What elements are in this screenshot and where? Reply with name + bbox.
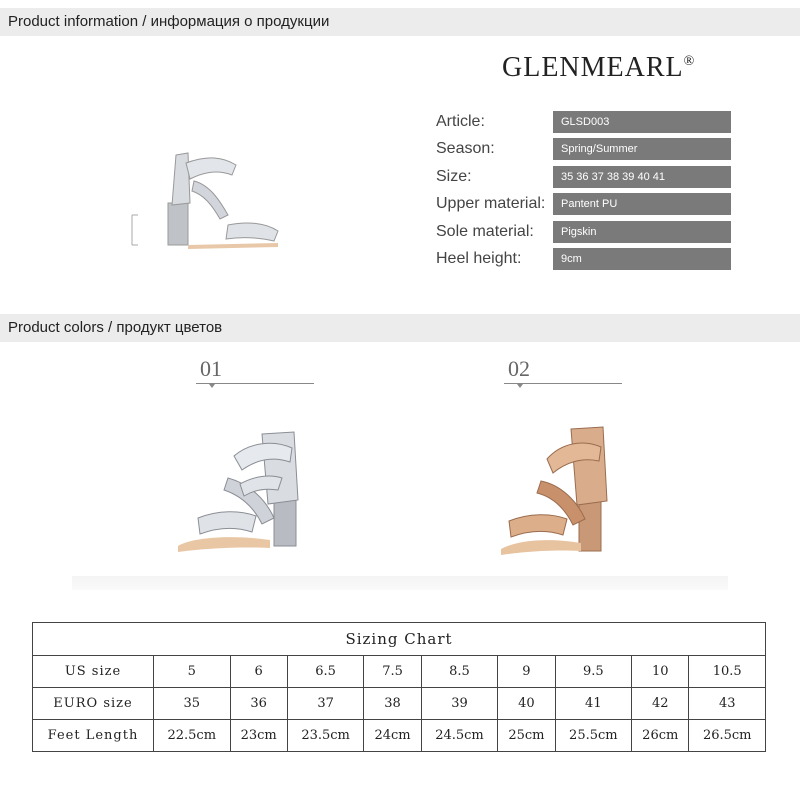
table-cell: 26cm <box>632 720 689 752</box>
table-cell: 23cm <box>230 720 287 752</box>
table-cell: 25.5cm <box>555 720 632 752</box>
table-cell: 6 <box>230 656 287 688</box>
table-cell: 37 <box>287 688 364 720</box>
table-cell: 8.5 <box>421 656 498 688</box>
table-cell: 36 <box>230 688 287 720</box>
info-value: Spring/Summer <box>553 138 731 160</box>
row-header: EURO size <box>33 688 154 720</box>
table-cell: 43 <box>689 688 766 720</box>
info-row-heel-height <box>436 248 736 270</box>
info-row-size <box>436 166 736 188</box>
info-value: Pantent PU <box>553 193 731 215</box>
table-cell: 10 <box>632 656 689 688</box>
sandal-image-main <box>128 145 288 255</box>
info-value: 35 36 37 38 39 40 41 <box>553 166 731 188</box>
sandal-image-silver[interactable] <box>170 428 310 558</box>
table-cell: 41 <box>555 688 632 720</box>
table-cell: 5 <box>154 656 231 688</box>
info-label: Article: <box>436 113 485 130</box>
table-cell: 35 <box>154 688 231 720</box>
product-info-header: Product information / информация о продукции <box>0 8 800 36</box>
table-cell: 6.5 <box>287 656 364 688</box>
info-row-article <box>436 111 736 133</box>
info-value: Pigskin <box>553 221 731 243</box>
product-shadow <box>72 576 728 590</box>
info-label: Size: <box>436 168 472 185</box>
info-value: GLSD003 <box>553 111 731 133</box>
table-cell: 40 <box>498 688 555 720</box>
table-cell: 10.5 <box>689 656 766 688</box>
brand-logo: GLENMEARL® <box>502 52 696 83</box>
info-row-upper-material <box>436 193 736 215</box>
info-value: 9cm <box>553 248 731 270</box>
table-cell: 24.5cm <box>421 720 498 752</box>
color-pointer <box>517 384 523 388</box>
info-label: Sole material: <box>436 223 534 240</box>
table-row <box>33 656 766 688</box>
table-cell: 7.5 <box>364 656 421 688</box>
info-label: Upper material: <box>436 195 546 212</box>
table-cell: 24cm <box>364 720 421 752</box>
sandal-image-rose-gold[interactable] <box>495 425 625 560</box>
table-cell: 38 <box>364 688 421 720</box>
row-header: US size <box>33 656 154 688</box>
table-row <box>33 720 766 752</box>
table-cell: 23.5cm <box>287 720 364 752</box>
table-cell: 22.5cm <box>154 720 231 752</box>
sizing-chart <box>32 622 766 752</box>
color-number-02: 02 <box>508 356 530 381</box>
table-cell: 39 <box>421 688 498 720</box>
table-cell: 9 <box>498 656 555 688</box>
table-cell: 42 <box>632 688 689 720</box>
sizing-chart-title: Sizing Chart <box>33 623 766 656</box>
info-label: Season: <box>436 140 495 157</box>
table-row <box>33 688 766 720</box>
table-cell: 25cm <box>498 720 555 752</box>
color-number-01: 01 <box>200 356 222 381</box>
info-row-sole-material <box>436 221 736 243</box>
product-colors-header: Product colors / продукт цветов <box>0 314 800 342</box>
table-cell: 26.5cm <box>689 720 766 752</box>
info-row-season <box>436 138 736 160</box>
info-label: Heel height: <box>436 250 522 267</box>
color-pointer <box>209 384 215 388</box>
table-cell: 9.5 <box>555 656 632 688</box>
row-header: Feet Length <box>33 720 154 752</box>
